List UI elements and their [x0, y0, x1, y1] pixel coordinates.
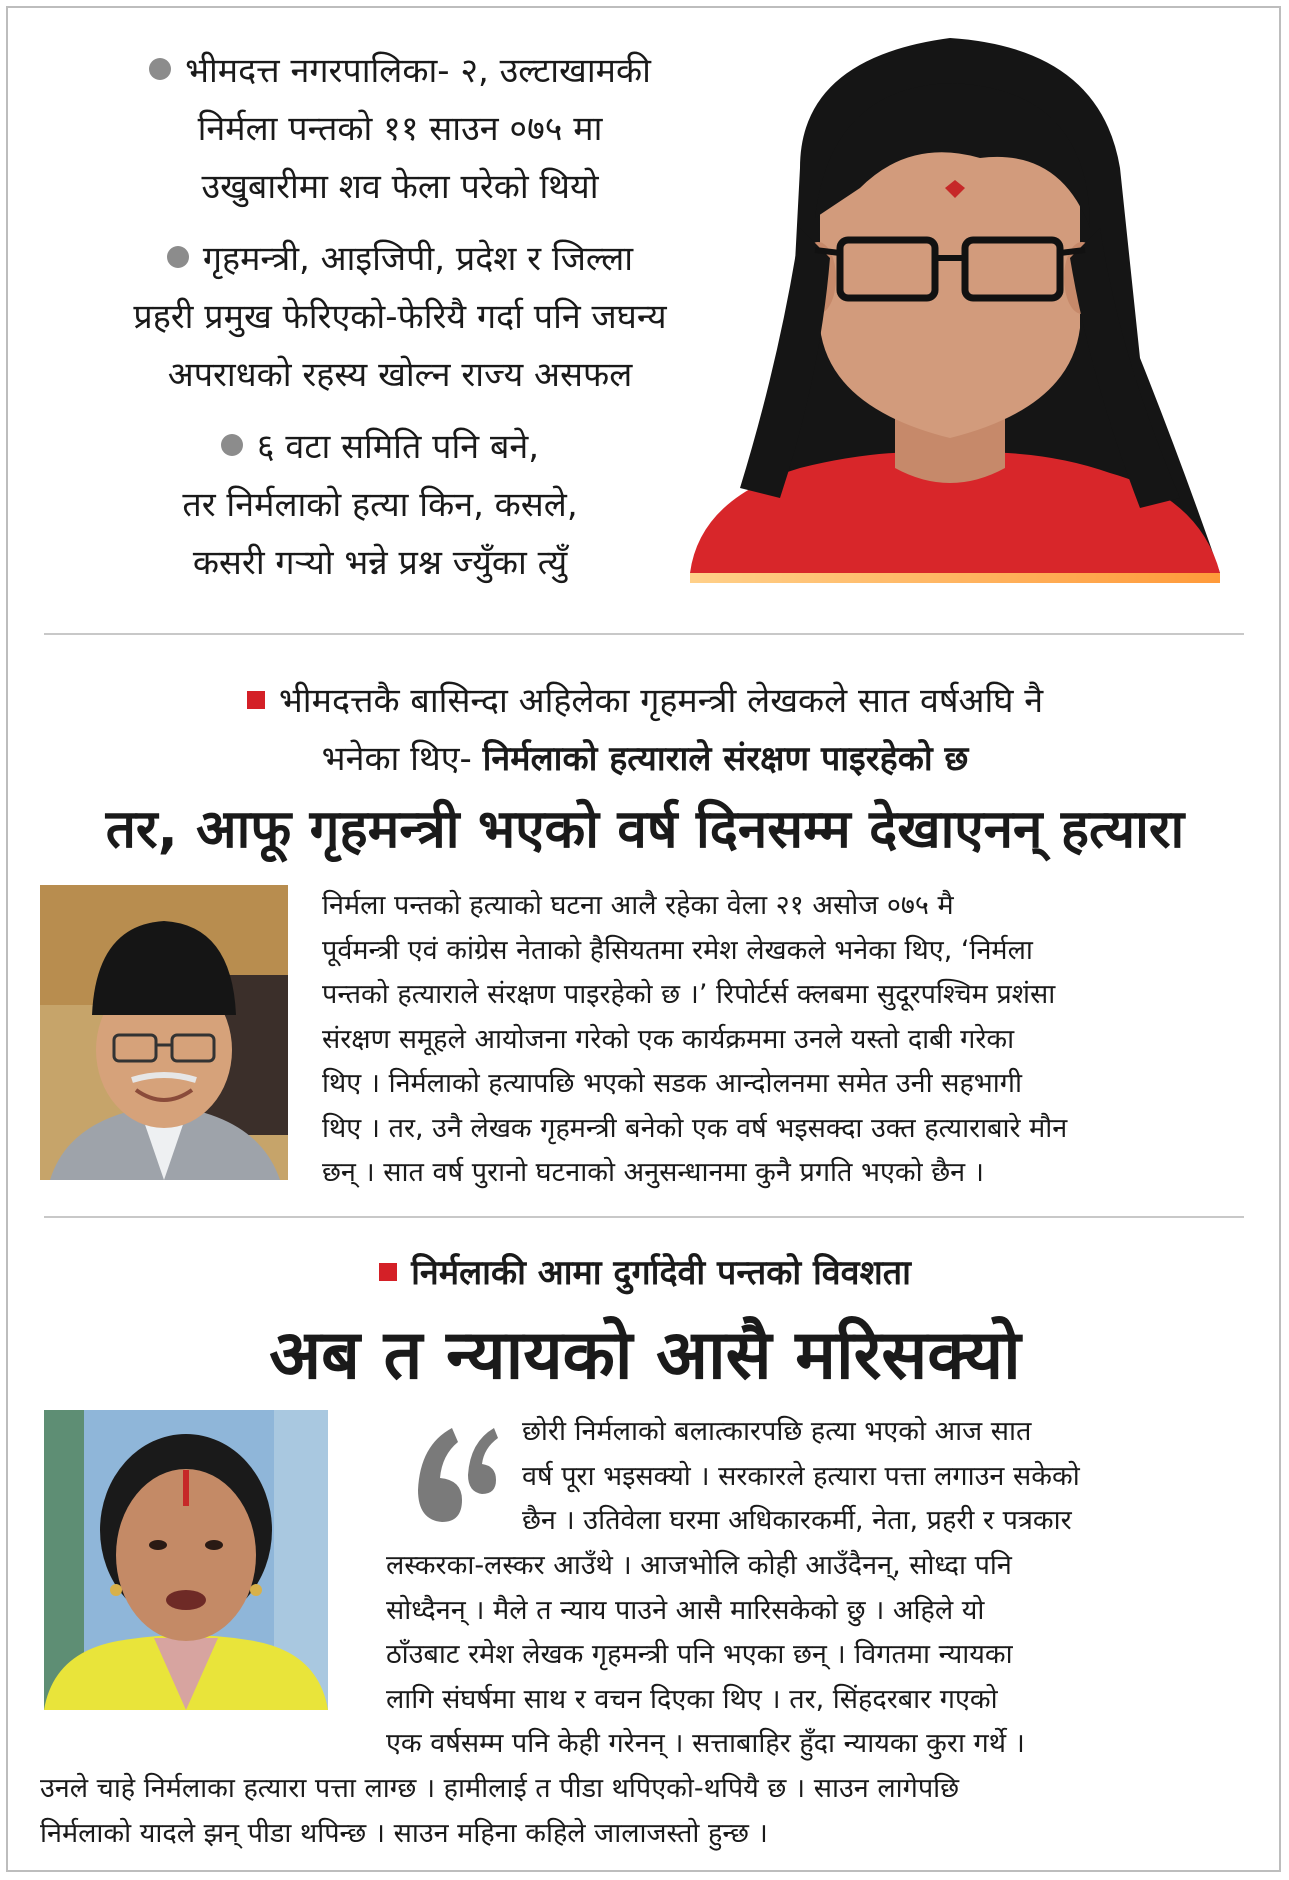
red-square-icon [379, 1263, 397, 1281]
bullet-dot [149, 58, 171, 80]
mother-photo [44, 1410, 328, 1710]
story1-kicker-bold: निर्मलाको हत्याराले संरक्षण पाइरहेको छ [482, 739, 969, 779]
story2-kicker: निर्मलाकी आमा दुर्गादेवी पन्तको विवशता [40, 1244, 1250, 1302]
quote-mark-icon [410, 1420, 500, 1530]
story2-body-mid: लस्करका-लस्कर आउँथे । आजभोलि कोही आउँदैनन्, सोध्दा पनि सोध्दैनन् । मैले त न्याय पाउने आसै मारिसकेको छु । अहिले यो ठाँउबाट रमेश लेखक गृहमन्त्री पनि भएका छन् । विगतमा न्यायका लागि संघर्षमा साथ र वचन दिएका थिए । तर, सिंहदरबार गएको एक वर्षसम्म पनि केही गरेनन् । सत्ताबाहिर हुँदा न्यायका कुरा गर्थे । [386, 1550, 1025, 1759]
bullet-2: गृहमन्त्री, आइजिपी, प्रदेश र जिल्ला प्रहरी प्रमुख फेरिएको-फेरियै गर्दा पनि जघन्य अपराधको रहस्य खोल्न राज्य असफल [133, 239, 667, 395]
bullet-1: भीमदत्त नगरपालिका- २, उल्टाखामकी निर्मला पन्तको ११ साउन ०७५ मा उखुबारीमा शव फेला परेको थियो [120, 42, 680, 216]
story1-headline: तर, आफू गृहमन्त्री भएको वर्ष दिनसम्म देखाएनन् हत्यारा [105, 799, 1185, 860]
bullet-3: ६ वटा समिति पनि बने, तर निर्मलाको हत्या किन, कसले, कसरी गर्‍यो भन्ने प्रश्न ज्युँका त्युँ [182, 427, 578, 583]
story1-kicker: भीमदत्तकै बासिन्दा अहिलेका गृहमन्त्री लेखकले सात वर्षअघि नै भनेका थिए- निर्मलाको हत्याराले संरक्षण पाइरहेको छ [40, 672, 1250, 788]
story1-body: निर्मला पन्तको हत्याको घटना आलै रहेका वेला २१ असोज ०७५ मै पूर्वमन्त्री एवं कांग्रेस नेताको हैसियतमा रमेश लेखकले भनेका थिए, ‘निर्मला पन्तको हत्याराले संरक्षण पाइरहेको छ ।’ रिपोर्टर्स क्लबमा सुदूरपश्चिम प्रशंसा संरक्षण समूहले आयोजना गरेको एक कार्यक्रममा उनले यस्तो दाबी गरेका थिए । निर्मलाको हत्यापछि भएको सडक आन्दोलनमा समेत उनी सहभागी थिए । तर, उनै लेखक गृहमन्त्री बनेको एक वर्ष भइसक्दा उक्त हत्याराबारे मौन छन् । सात वर्ष पुरानो घटनाको अनुसन्धानमा कुनै प्रगति भएको छैन । [322, 890, 1068, 1188]
story2-body-full: उनले चाहे निर्मलाका हत्यारा पत्ता लाग्छ । हामीलाई त पीडा थपिएको-थपियै छ । साउन लागेपछि निर्मलाको यादले झन् पीडा थपिन्छ । साउन महिना कहिले जालाजस्तो हुन्छ । [40, 1773, 960, 1849]
story2-body-right: छोरी निर्मलाको बलात्कारपछि हत्या भएको आज सात वर्ष पूरा भइसक्यो । सरकारले हत्यारा पत्ता लगाउन सकेको छैन । उतिवेला घरमा अधिकारकर्मी, नेता, प्रहरी र पत्रकार [522, 1416, 1080, 1536]
faceless-portrait-illustration [680, 28, 1240, 598]
minister-photo [40, 885, 288, 1180]
section-divider [44, 1216, 1244, 1218]
story2-headline: अब त न्यायको आसै मरिसक्यो [269, 1316, 1021, 1395]
section-divider [44, 633, 1244, 635]
red-square-icon [247, 691, 265, 709]
bullet-dot [221, 434, 243, 456]
bullet-dot [167, 246, 189, 268]
